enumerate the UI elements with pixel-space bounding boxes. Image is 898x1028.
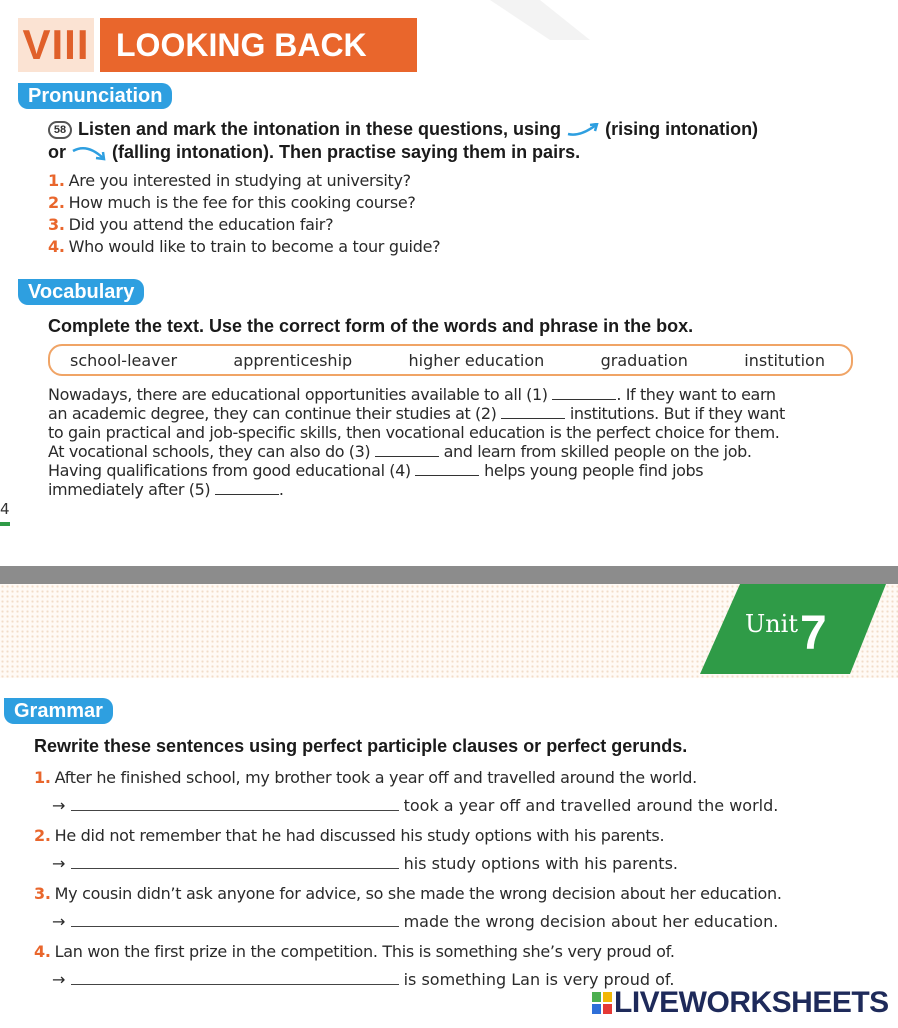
blank-3[interactable] [375,443,439,457]
instruction-line2: (falling intonation). Then practise saying them in pairs. [112,142,581,162]
or-label: or [48,142,66,162]
pronunciation-instruction [48,119,878,140]
vocabulary-heading: Vocabulary [18,279,144,305]
arrow-icon: → [52,854,66,873]
word-graduation: graduation [600,350,688,370]
page-mark [0,522,10,526]
blank-4[interactable] [415,462,479,476]
liveworksheets-logo: LIVEWORKSHEETS [592,986,889,1020]
pron-item-3: 3. Did you attend the education fair? [48,215,334,234]
logo-icon [592,992,612,1014]
section-title: LOOKING BACK [100,18,417,72]
unit-label: Unit [745,610,799,638]
pron-item-2: 2. How much is the fee for this cooking course? [48,193,416,212]
pronunciation-instruction-2 [48,142,878,163]
grammar-item-4: 4. Lan won the first prize in the competition. This is something she’s very proud of. [34,942,675,961]
blank-5[interactable] [215,481,279,495]
grammar-answer-4: → is something Lan is very proud of. [52,970,675,989]
arrow-icon: → [52,970,66,989]
audio-track-icon[interactable]: 58 [48,121,72,139]
word-higher-education: higher education [408,350,545,370]
word-box [48,344,853,376]
rising-label: (rising intonation) [605,119,759,139]
arrow-icon: → [52,796,66,815]
grammar-item-1: 1. After he finished school, my brother took a year off and travelled around the world. [34,768,697,787]
vocabulary-instruction: Complete the text. Use the correct form of the words and phrase in the box. [48,316,694,336]
page-number: 4 [0,500,10,518]
grammar-instruction: Rewrite these sentences using perfect participle clauses or perfect gerunds. [34,736,688,756]
word-school-leaver: school-leaver [70,350,178,370]
word-institution: institution [744,350,825,370]
grammar-answer-3: → made the wrong decision about her education. [52,912,779,931]
answer-blank-1[interactable] [71,796,399,811]
grammar-answer-2: → his study options with his parents. [52,854,678,873]
vocabulary-paragraph: Nowadays, there are educational opportunities available to all (1) . If they want to earn an academic degree, they can continue their studies at (2) institutions. But if they want to gain practical and job-specific skills, then vocational education is the perfect choice for them. At vocational schools, they can also do (3) and learn from skilled people on the job. Having qualifications from good educational (4) helps young people find jobs immediately after (5) . [48,385,785,499]
blank-2[interactable] [501,405,565,419]
pronunciation-heading: Pronunciation [18,83,172,109]
answer-blank-4[interactable] [71,970,399,985]
grammar-item-2: 2. He did not remember that he had discussed his study options with his parents. [34,826,665,845]
rising-intonation-icon [566,123,600,137]
pron-item-1: 1. Are you interested in studying at university? [48,171,411,190]
watermark-shape [480,0,600,40]
grammar-heading: Grammar [4,698,113,724]
instruction-line1: Listen and mark the intonation in these questions, using [78,119,562,139]
falling-intonation-icon [71,145,107,161]
unit-number: 7 [800,607,827,660]
page-divider [0,566,898,584]
answer-blank-2[interactable] [71,854,399,869]
grammar-answer-1: → took a year off and travelled around the world. [52,796,779,815]
blank-1[interactable] [552,386,616,400]
answer-blank-3[interactable] [71,912,399,927]
section-number: VIII [18,18,94,72]
arrow-icon: → [52,912,66,931]
pron-item-4: 4. Who would like to train to become a tour guide? [48,237,441,256]
word-apprenticeship: apprenticeship [233,350,353,370]
grammar-item-3: 3. My cousin didn’t ask anyone for advice, so she made the wrong decision about her education. [34,884,782,903]
